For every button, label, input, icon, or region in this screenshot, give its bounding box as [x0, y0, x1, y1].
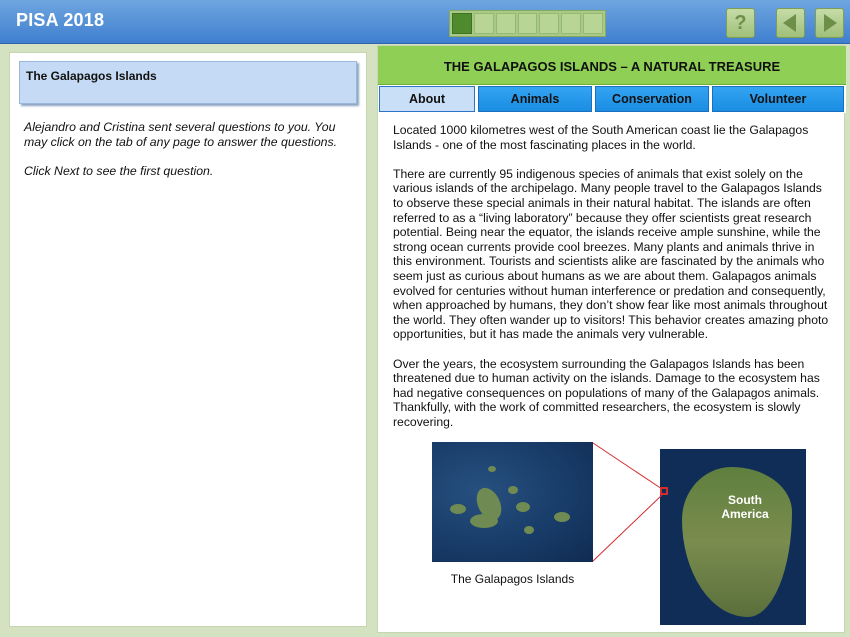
- question-header-title: The Galapagos Islands: [26, 69, 157, 83]
- progress-segment: [561, 13, 581, 34]
- tab-animals[interactable]: [478, 86, 592, 112]
- tab-volunteer[interactable]: [712, 86, 844, 112]
- tab-label: Volunteer: [749, 92, 807, 106]
- article-paragraph: There are currently 95 indigenous species of animals that exist solely on the various islands of the archipelago. Many people travel to the Galapagos Islands to observe these special animals in their natural habitat. The islands are often referred to as a “living laboratory” because they offer scientists great research potential. Being near the equator, the islands receive ample sunshine, while the strong ocean currents provide cool breezes. Many plants and animals thrive in this environment. Tourists and scientists alike are fascinated by the animals who seem just as curious about humans as we are about them. Galapagos animals evolved for centuries without human interference or predation and consequently, when approached by humans, they don’t show fear like most animals throughout the world. They often wander up to visitors! This behavior creates amazing photo opportunities, but it has made the animals very vulnerable.: [393, 166, 829, 342]
- progress-segment: [518, 13, 538, 34]
- south-america-map-image: [660, 449, 806, 625]
- website-panel: [377, 45, 845, 633]
- progress-segment: [496, 13, 516, 34]
- next-button[interactable]: [815, 8, 844, 38]
- progress-segment: [452, 13, 472, 34]
- continent-shape: [682, 467, 792, 617]
- site-title: THE GALAPAGOS ISLANDS – A NATURAL TREASURE: [443, 59, 781, 74]
- top-bar: [0, 0, 850, 44]
- island-shape: [470, 514, 498, 528]
- tab-label: About: [408, 92, 446, 106]
- map-caption: The Galapagos Islands: [450, 572, 575, 586]
- connector-line: [593, 495, 662, 561]
- continent-label: [690, 493, 800, 521]
- island-shape: [450, 504, 466, 514]
- app-title: PISA 2018: [16, 10, 105, 30]
- site-tabs: [378, 85, 846, 113]
- island-shape: [488, 466, 496, 472]
- instruction-text: Click Next to see the first question.: [24, 164, 214, 178]
- article-content: [393, 123, 833, 444]
- instruction-text: Alejandro and Cristina sent several questions to you. You may click on the tab of any page to answer the questions.: [24, 120, 338, 149]
- island-shape: [524, 526, 534, 534]
- island-shape: [508, 486, 518, 494]
- tab-conservation[interactable]: [595, 86, 709, 112]
- arrow-right-icon: [824, 14, 837, 32]
- island-shape: [516, 502, 530, 512]
- tab-label: Conservation: [612, 92, 692, 106]
- progress-bar: [449, 10, 606, 37]
- article-paragraph: Over the years, the ecosystem surrounding the Galapagos Islands has been threatened due to human activity on the islands. Damage to the ecosystem has had negative consequences on populations of many of the Galapagos animals. Thankfully, with the work of committed researchers, the ecosystem is slowly recovering.: [393, 356, 820, 429]
- progress-segment: [539, 13, 559, 34]
- question-header: [19, 61, 357, 104]
- article-paragraph: Located 1000 kilometres west of the South American coast lie the Galapagos Islands - one of the most fascinating places in the world.: [393, 123, 809, 152]
- help-button[interactable]: [726, 8, 755, 38]
- continent-label-line: America: [721, 507, 769, 521]
- galapagos-map-image: [432, 442, 593, 562]
- arrow-left-icon: [783, 14, 796, 32]
- progress-segment: [474, 13, 494, 34]
- back-button[interactable]: [776, 8, 805, 38]
- question-panel: [9, 52, 367, 627]
- island-shape: [554, 512, 570, 522]
- site-title-bar: [378, 46, 846, 85]
- progress-segment: [583, 13, 603, 34]
- tab-about[interactable]: [379, 86, 475, 112]
- location-marker: [660, 487, 668, 495]
- help-icon: ?: [734, 11, 747, 34]
- tab-label: Animals: [510, 92, 560, 106]
- continent-label-line: South: [728, 493, 762, 507]
- connector-line: [593, 443, 662, 489]
